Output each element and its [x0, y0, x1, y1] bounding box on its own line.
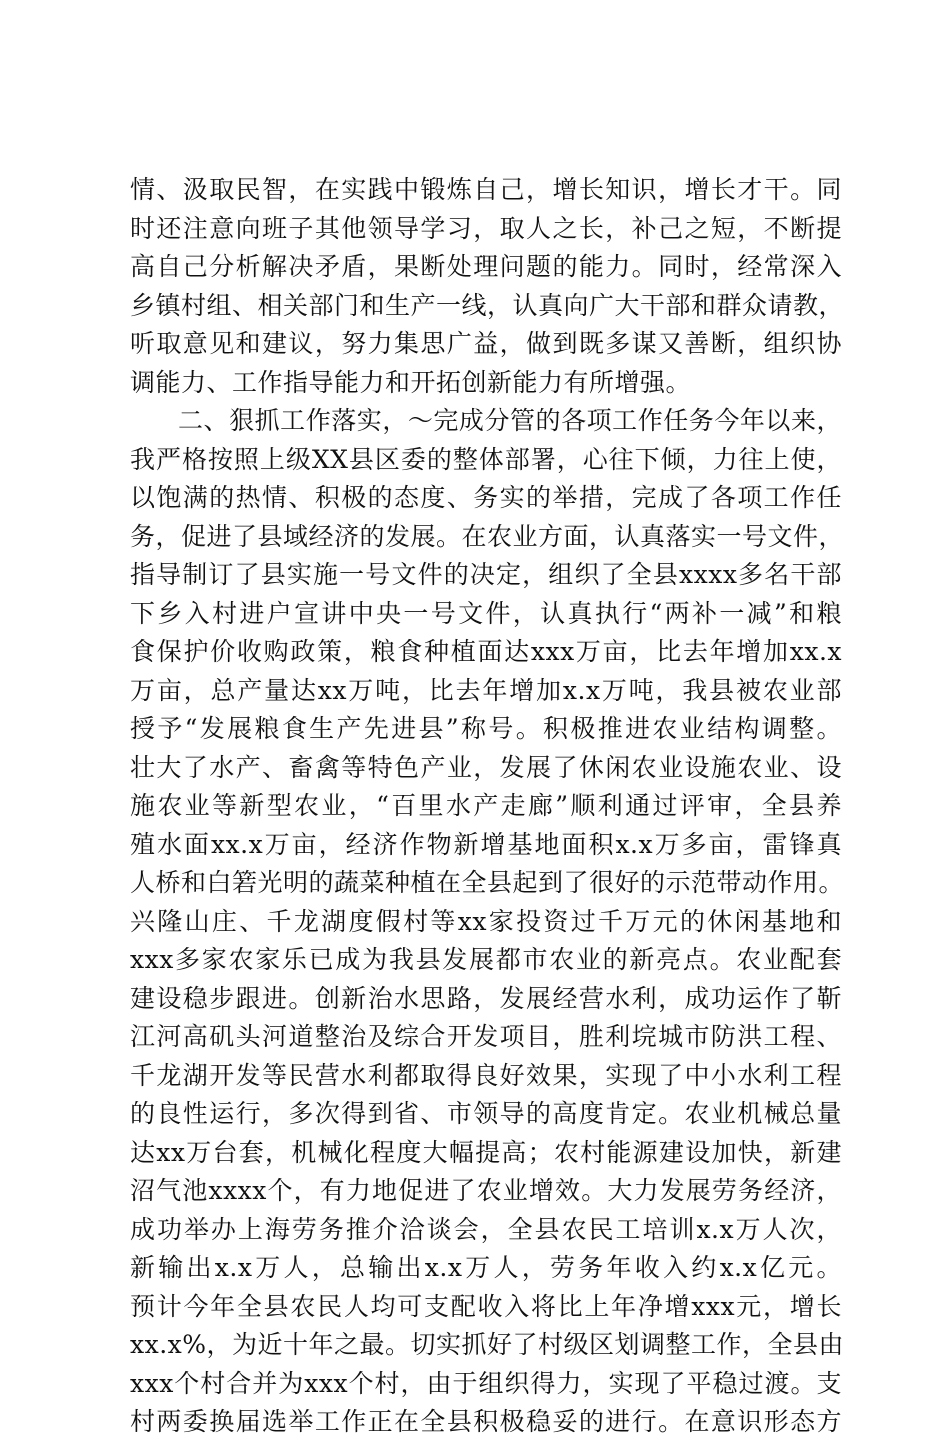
document-body: [130, 171, 845, 1442]
text-line: 下乡入村进户宣讲中央一号文件，认真执行“两补一减”和粮: [130, 598, 842, 628]
text-line: 时还注意向班子其他领导学习，取人之长，补己之短，不断提: [130, 213, 842, 243]
text-line: 建设稳步跟进。创新治水思路，发展经营水利，成功运作了靳: [130, 983, 842, 1013]
text-line: 调能力、工作指导能力和开拓创新能力有所增强。: [130, 367, 692, 397]
text-line: 壮大了水产、畜禽等特色产业，发展了休闲农业设施农业、设: [130, 752, 842, 782]
text-line: 沼气池xxxx个，有力地促进了农业增效。大力发展劳务经济，: [130, 1176, 842, 1205]
text-line: 高自己分析解决矛盾，果断处理问题的能力。同时，经常深入: [130, 252, 842, 281]
text-line: 预计今年全县农民人均可支配收入将比上年净增xxx元，增长: [130, 1291, 842, 1321]
text-line: 殖水面xx.x万亩，经济作物新增基地面积x.x万多亩，雷锋真: [130, 829, 842, 859]
text-line: 食保护价收购政策，粮食种植面达xxx万亩，比去年增加xx.x: [130, 637, 842, 666]
text-line: 村两委换届选举工作正在全县积极稳妥的进行。在意识形态方: [130, 1407, 842, 1436]
text-line: 江河高矶头河道整治及综合开发项目，胜利垸城市防洪工程、: [130, 1022, 842, 1051]
text-line: 听取意见和建议，努力集思广益，做到既多谋又善断，组织协: [130, 329, 842, 358]
text-line: 情、汲取民智，在实践中锻炼自己，增长知识，增长才干。同: [130, 175, 842, 204]
text-line: 我严格按照上级XX县区委的整体部署，心往下倾，力往上使，: [130, 444, 842, 474]
text-line: 人桥和白箬光明的蔬菜种植在全县起到了很好的示范带动作用。: [130, 868, 845, 897]
text-line: 成功举办上海劳务推介洽谈会，全县农民工培训x.x万人次，: [130, 1214, 842, 1244]
text-line: 新输出x.x万人，总输出x.x万人，劳务年收入约x.x亿元。: [130, 1253, 842, 1282]
paragraph-heading-line: 二、狠抓工作落实，～完成分管的各项工作任务今年以来，: [178, 406, 842, 435]
text-line: 乡镇村组、相关部门和生产一线，认真向广大干部和群众请教，: [130, 290, 845, 320]
text-line: 以饱满的热情、积极的态度、务实的举措，完成了各项工作任: [130, 483, 842, 512]
text-line: 达xx万台套，机械化程度大幅提高；农村能源建设加快，新建: [130, 1137, 842, 1167]
text-line: xxx个村合并为xxx个村，由于组织得力，实现了平稳过渡。支: [130, 1368, 842, 1398]
text-line: 兴隆山庄、千龙湖度假村等xx家投资过千万元的休闲基地和: [130, 906, 842, 936]
text-line: xxx多家农家乐已成为我县发展都市农业的新亮点。农业配套: [130, 945, 842, 974]
text-line: 授予“发展粮食生产先进县”称号。积极推进农业结构调整。: [130, 714, 842, 743]
text-line: xx.x%，为近十年之最。切实抓好了村级区划调整工作，全县由: [130, 1330, 845, 1359]
text-line: 的良性运行，多次得到省、市领导的高度肯定。农业机械总量: [130, 1099, 842, 1128]
text-line: 万亩，总产量达xx万吨，比去年增加x.x万吨，我县被农业部: [130, 675, 842, 705]
text-line: 指导制订了县实施一号文件的决定，组织了全县xxxx多名干部: [130, 560, 842, 589]
text-line: 务，促进了县域经济的发展。在农业方面，认真落实一号文件，: [130, 521, 845, 551]
text-line: 施农业等新型农业，“百里水产走廊”顺利通过评审，全县养: [130, 791, 842, 820]
text-line: 千龙湖开发等民营水利都取得良好效果，实现了中小水利工程: [130, 1060, 842, 1090]
